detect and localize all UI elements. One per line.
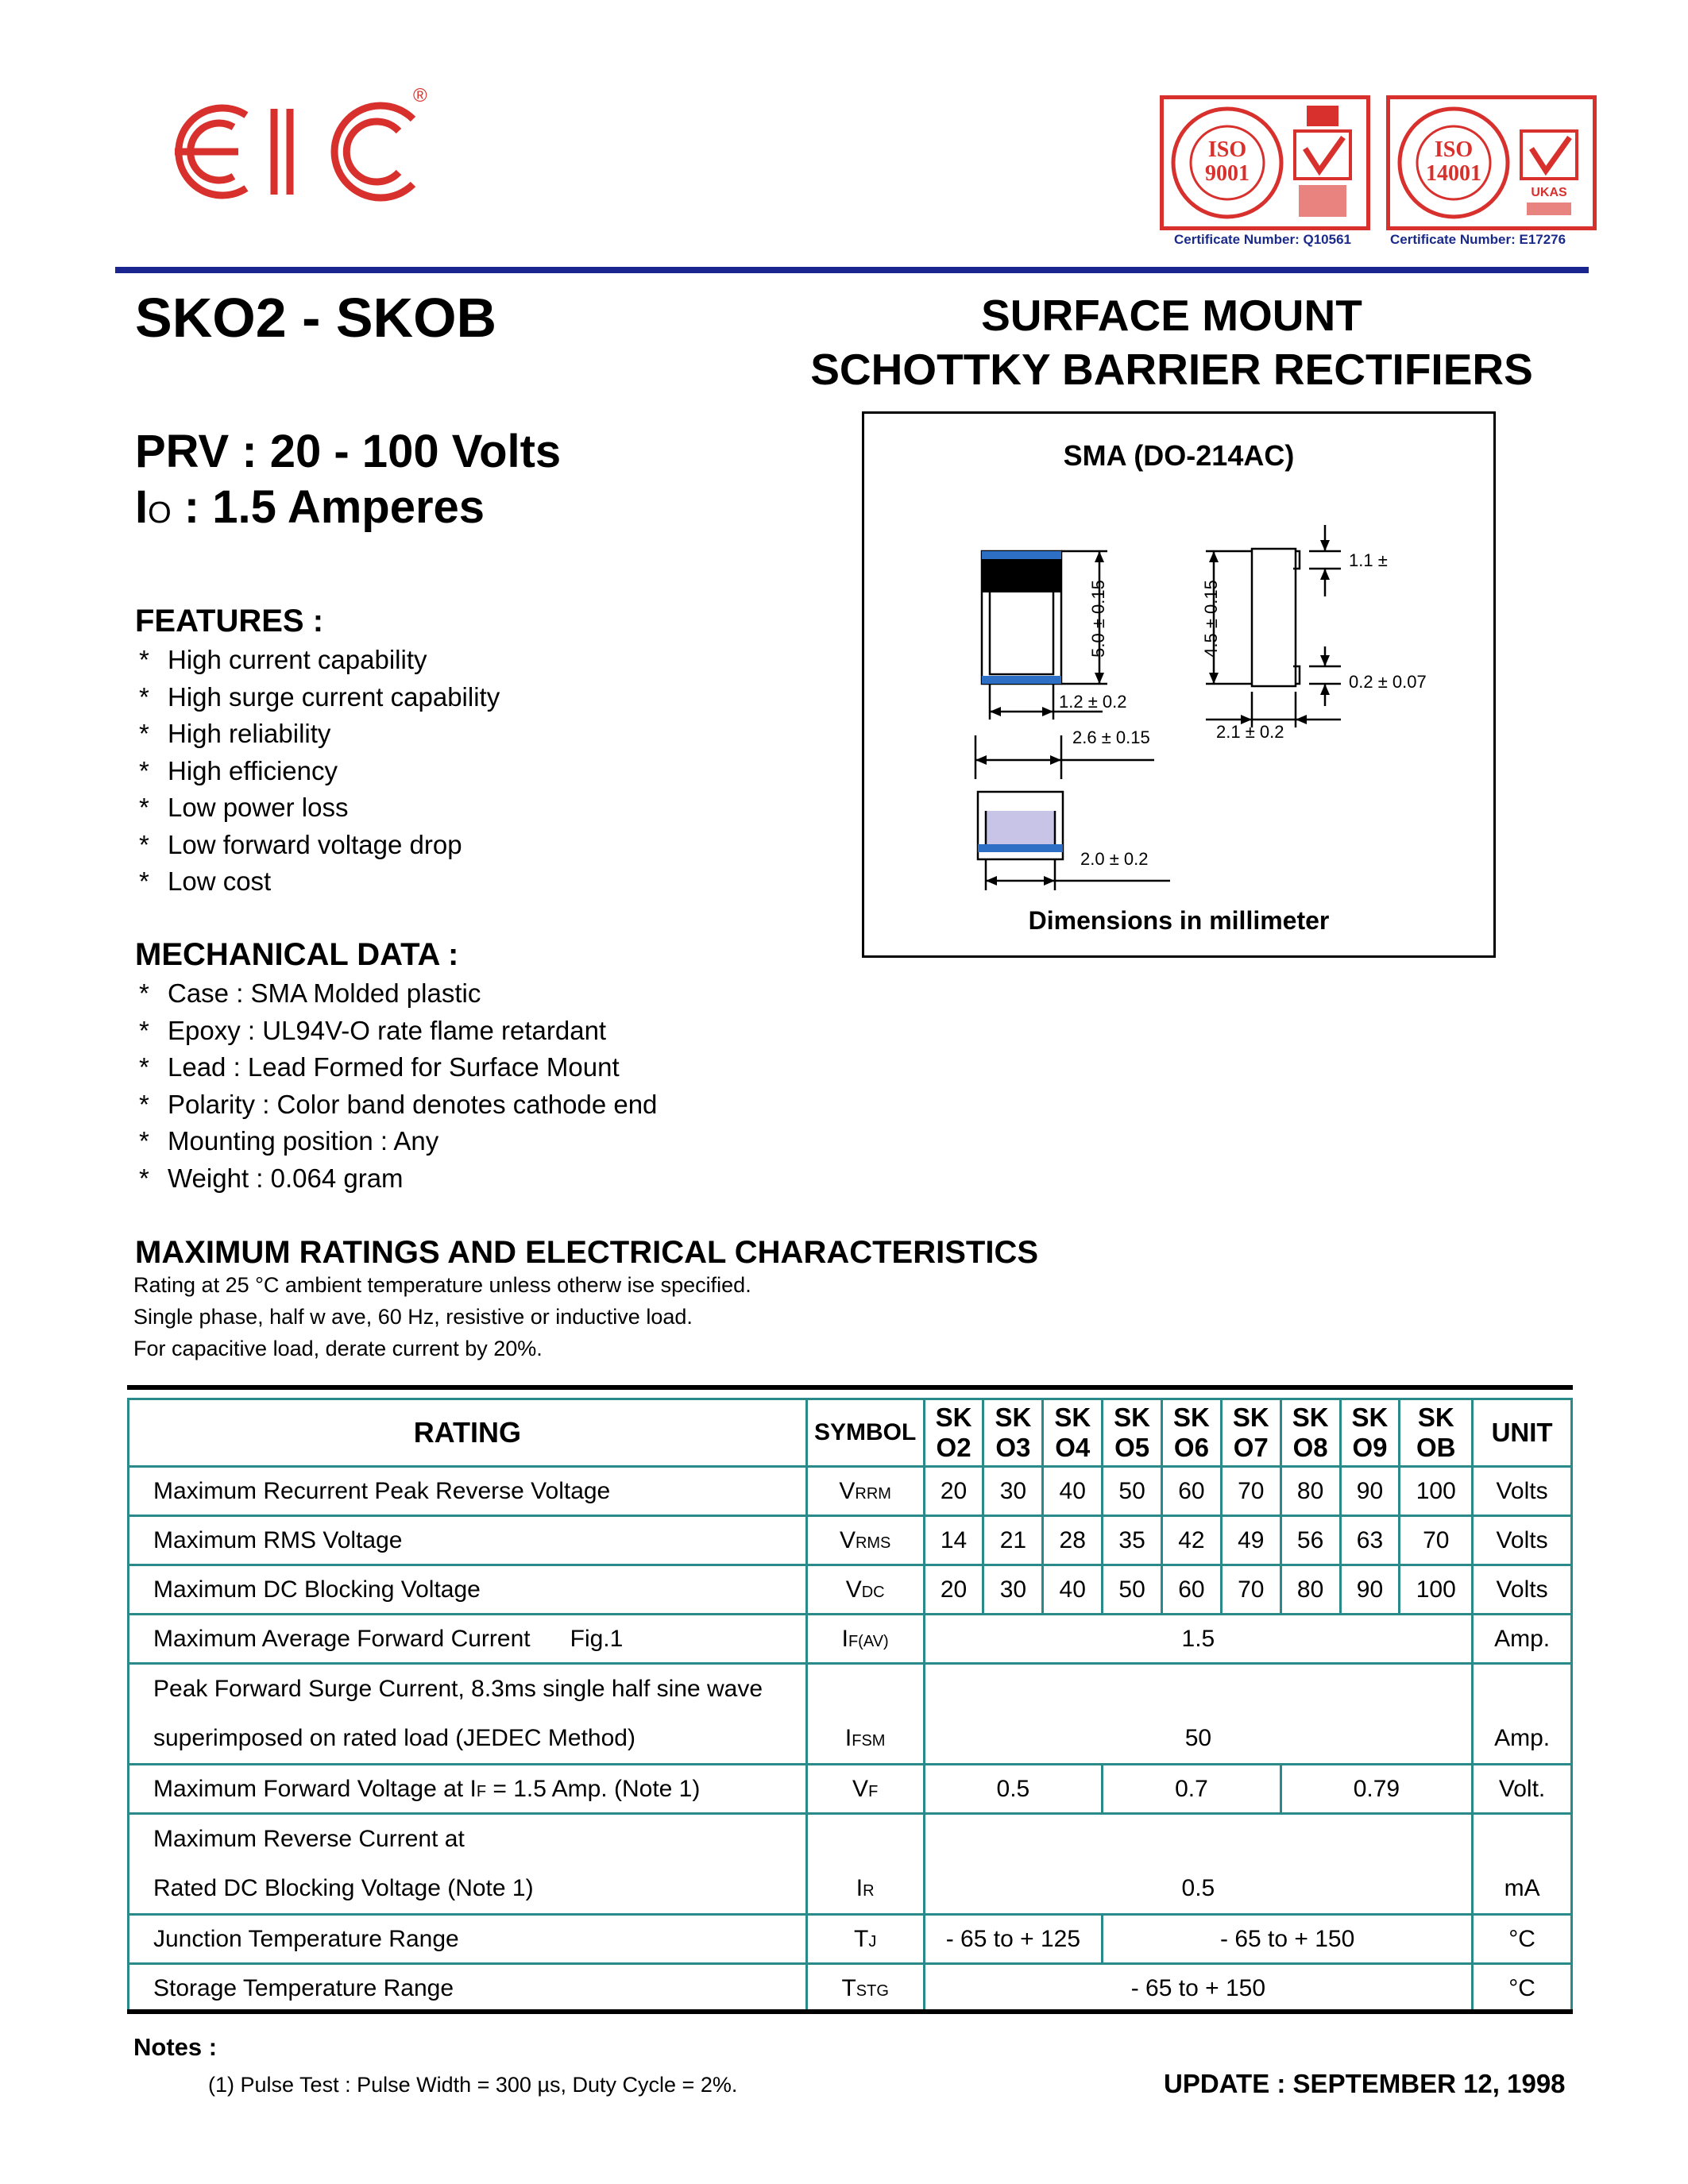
list-item: * Case : SMA Molded plastic [139, 978, 481, 1008]
dim-2-6: 2.6 ± 0.15 [1072, 727, 1150, 747]
dim-2-0: 2.0 ± 0.2 [1080, 849, 1149, 869]
notes-heading: Notes : [133, 2033, 218, 2061]
table-row: Maximum Average Forward Current Fig.1 IF(AV) 1.5 Amp. [129, 1615, 1572, 1664]
registered-mark: ® [413, 85, 427, 106]
update-date: UPDATE : SEPTEMBER 12, 1998 [1164, 2069, 1566, 2098]
list-item: * High current capability [139, 645, 427, 674]
condition-line: Rating at 25 °C ambient temperature unless otherw ise specified. [133, 1273, 751, 1297]
header-symbol: SYMBOL [806, 1399, 924, 1467]
condition-line: Single phase, half w ave, 60 Hz, resistive or inductive load. [133, 1305, 693, 1329]
table-row: Maximum Forward Voltage at IF = 1.5 Amp. (Note 1) VF 0.5 0.7 0.79 Volt. [129, 1765, 1572, 1814]
list-item: * High efficiency [139, 755, 338, 785]
header-part: SK O7 [1221, 1399, 1280, 1467]
header-unit: UNIT [1473, 1399, 1572, 1467]
list-item: * High reliability [139, 719, 331, 748]
list-item: * Mounting position : Any [139, 1126, 439, 1156]
note-1: (1) Pulse Test : Pulse Width = 300 µs, Duty Cycle = 2%. [208, 2073, 738, 2097]
svg-text:14001: 14001 [1426, 161, 1481, 186]
header-rating: RATING [129, 1399, 807, 1467]
features-heading: FEATURES : [135, 604, 324, 639]
table-row: Maximum Recurrent Peak Reverse Voltage VRRM 20 30 40 50 60 70 80 90 100 Volts [129, 1467, 1572, 1516]
header-part: SK O3 [983, 1399, 1043, 1467]
dim-0-2: 0.2 ± 0.07 [1349, 672, 1427, 692]
table-header-row [129, 1399, 1572, 1467]
package-drawing [862, 411, 1496, 958]
table-row: Junction Temperature Range TJ - 65 to + 125 - 65 to + 150 °C [129, 1915, 1572, 1964]
condition-line: For capacitive load, derate current by 20%. [133, 1337, 543, 1360]
table-row: Maximum Reverse Current at Rated DC Blocking Voltage (Note 1) IR 0.5 mA [129, 1814, 1572, 1915]
header-part: SK O4 [1043, 1399, 1103, 1467]
header-part: SK O9 [1340, 1399, 1400, 1467]
cert2-number: Certificate Number: E17276 [1390, 232, 1566, 247]
product-title-line2: SCHOTTKY BARRIER RECTIFIERS [810, 345, 1533, 394]
table-row: Maximum DC Blocking Voltage VDC 20 30 40 50 60 70 80 90 100 Volts [129, 1565, 1572, 1615]
svg-text:9001: 9001 [1205, 161, 1250, 186]
table-row: Storage Temperature Range TSTG - 65 to + 150 °C [129, 1964, 1572, 2013]
header-part: SK O8 [1280, 1399, 1340, 1467]
iso14001-cert [1386, 95, 1597, 230]
svg-text:ISO: ISO [1434, 137, 1474, 162]
io-subscript: O [148, 496, 172, 530]
list-item: * Low forward voltage drop [139, 829, 462, 859]
list-item: * Lead : Lead Formed for Surface Mount [139, 1052, 620, 1082]
cert1-number: Certificate Number: Q10561 [1174, 232, 1351, 247]
list-item: * Low power loss [139, 793, 349, 822]
header-part: SK O2 [924, 1399, 983, 1467]
part-number-title: SKO2 - SKOB [135, 287, 497, 349]
table-top-rule [127, 1385, 1573, 1390]
list-item: * Polarity : Color band denotes cathode end [139, 1089, 658, 1119]
table-bottom-rule [127, 2009, 1573, 2014]
table-row: Peak Forward Surge Current, 8.3ms single half sine wave superimposed on rated load (JEDEC Method) IFSM 50 Amp. [129, 1664, 1572, 1765]
io-rating [135, 480, 485, 534]
mechanical-heading: MECHANICAL DATA : [135, 937, 459, 972]
io-value: : 1.5 Amperes [171, 481, 485, 533]
ratings-table [127, 1398, 1573, 2014]
max-ratings-heading: MAXIMUM RATINGS AND ELECTRICAL CHARACTERISTICS [135, 1235, 1039, 1270]
package-title: SMA (DO-214AC) [1063, 439, 1295, 472]
dim-1-1: 1.1 ± [1349, 550, 1388, 570]
eic-logo [151, 85, 437, 210]
mechanical-list [139, 975, 657, 1197]
list-item: * Low cost [139, 866, 272, 896]
io-letter: I [135, 481, 149, 533]
svg-text:ISO: ISO [1207, 137, 1247, 162]
prv-rating: PRV : 20 - 100 Volts [135, 426, 562, 477]
header-part: SK O5 [1103, 1399, 1162, 1467]
list-item: * Epoxy : UL94V-O rate flame retardant [139, 1015, 607, 1045]
dim-2-1: 2.1 ± 0.2 [1216, 722, 1284, 742]
list-item: * High surge current capability [139, 681, 500, 712]
dim-5-0: 5.0 ± 0.15 [1087, 580, 1108, 658]
features-list [139, 642, 500, 901]
header-rule [115, 267, 1589, 273]
header-part: SK O6 [1162, 1399, 1222, 1467]
dim-4-5: 4.5 ± 0.15 [1200, 580, 1221, 658]
svg-text:UKAS: UKAS [1531, 186, 1567, 199]
header-part: SK OB [1400, 1399, 1473, 1467]
table-row: Maximum RMS Voltage VRMS 14 21 28 35 42 49 56 63 70 Volts [129, 1516, 1572, 1565]
list-item: * Weight : 0.064 gram [139, 1163, 404, 1193]
product-title-line1: SURFACE MOUNT [981, 291, 1362, 340]
dim-1-2: 1.2 ± 0.2 [1059, 692, 1127, 712]
package-caption: Dimensions in millimeter [1028, 906, 1330, 935]
iso9001-cert [1160, 95, 1370, 230]
